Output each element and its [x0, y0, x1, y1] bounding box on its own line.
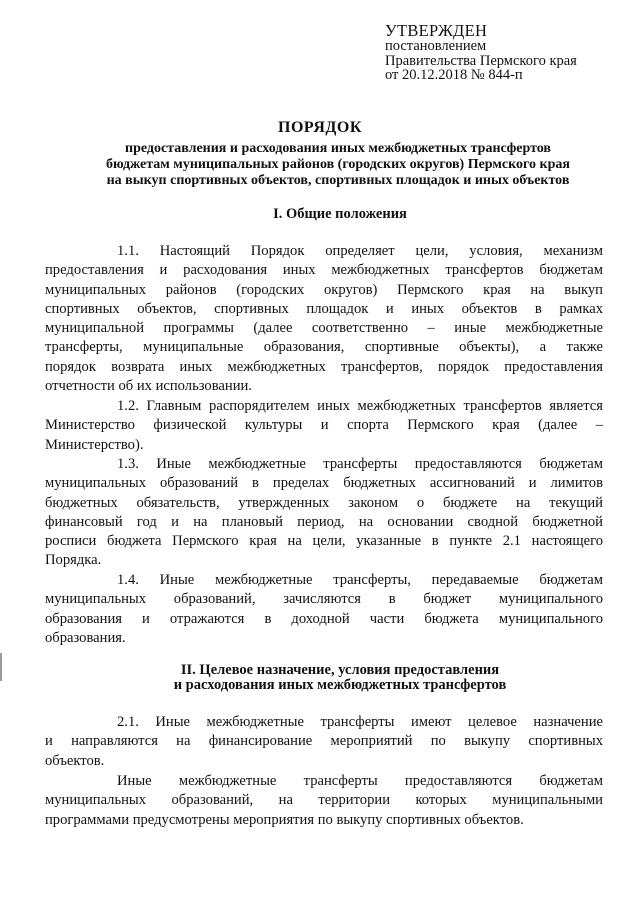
text-line: объектов.	[45, 752, 105, 769]
paragraph-2-1	[45, 713, 603, 771]
text-line: 1.3. Иные межбюджетные трансферты предоставляются бюджетам	[117, 456, 603, 472]
text-line: муниципальных образований, на территории которых муниципальными	[45, 792, 603, 809]
approval-line-3: Правительства Пермского края	[385, 52, 577, 69]
paragraph-1-2	[45, 397, 603, 455]
text-line: росписи бюджета Пермского края на цели, указанные в пункте 2.1 настоящего	[45, 533, 603, 550]
text-line: программами предусмотрены мероприятия по выкупу спортивных объектов.	[45, 811, 524, 828]
text-line: 1.2. Главным распорядителем иных межбюджетных трансфертов является	[117, 398, 603, 414]
text-line: отчетности об их использовании.	[45, 378, 252, 395]
section-1-heading: I. Общие положения	[273, 206, 407, 222]
paragraph-1-3	[45, 455, 603, 571]
text-line: муниципальных образований, зачисляются в бюджет муниципального	[45, 591, 603, 608]
paragraph-1-4	[45, 571, 603, 648]
approval-title: УТВЕРЖДЕН	[385, 21, 488, 40]
approval-stamp	[385, 22, 625, 83]
text-line: Порядка.	[45, 552, 102, 569]
approval-line-4: от 20.12.2018 № 844-п	[385, 67, 523, 83]
text-line: Министерство физической культуры и спорта Пермского края (далее –	[45, 417, 603, 434]
text-line: бюджетных обязательств, утвержденных законом о бюджете на текущий	[45, 494, 603, 511]
text-line: образования и отражаются в доходной части бюджета муниципального	[45, 610, 603, 627]
text-line: муниципальных районов (городских округов) Пермского края на выкуп	[45, 281, 603, 298]
text-line: спортивных объектов, спортивных площадок и иных объектов в рамках	[45, 300, 603, 317]
text-line: и направляются на финансирование мероприятий по выкупу спортивных	[45, 733, 603, 750]
text-line: Министерство).	[45, 436, 144, 453]
paragraph-2-2	[45, 772, 603, 830]
text-line: Иные межбюджетные трансферты предоставляются бюджетам	[117, 773, 603, 789]
text-line: порядок возврата иных межбюджетных трансфертов, порядок предоставления	[45, 358, 603, 375]
subtitle-line-3: на выкуп спортивных объектов, спортивных площадок и иных объектов	[106, 173, 570, 188]
text-line: 1.1. Настоящий Порядок определяет цели, условия, механизм	[117, 243, 603, 259]
subtitle-line-1: предоставления и расходования иных межбюджетных трансфертов	[125, 141, 551, 156]
text-line: 2.1. Иные межбюджетные трансферты имеют целевое назначение	[117, 714, 603, 730]
document-title: ПОРЯДОК	[278, 119, 362, 136]
section-2-heading-line-1: II. Целевое назначение, условия предоставления	[180, 662, 500, 678]
text-line: муниципальных образований в пределах бюджетных ассигнований и лимитов	[45, 475, 603, 492]
text-line: предоставления и расходования иных межбюджетных трансфертов бюджетам	[45, 262, 603, 279]
document-subtitle	[66, 141, 610, 189]
text-line: трансферты, муниципальные образования, спортивные объекты), а также	[45, 339, 603, 356]
text-line: 1.4. Иные межбюджетные трансферты, передаваемые бюджетам	[117, 572, 603, 588]
text-line: образования.	[45, 629, 126, 646]
text-line: финансовый год и на плановый период, на основании сводной бюджетной	[45, 513, 603, 530]
subtitle-line-2: бюджетам муниципальных районов (городских округов) Пермского края	[106, 157, 570, 172]
text-line: муниципальной программы (далее соответственно – иные межбюджетные	[45, 320, 603, 337]
section-2-heading	[60, 663, 620, 693]
section-2-heading-line-2: и расходования иных межбюджетных трансфертов	[173, 677, 507, 693]
scan-edge-mark	[0, 653, 2, 681]
paragraph-1-1	[45, 242, 603, 396]
approval-line-2: постановлением	[385, 38, 487, 54]
